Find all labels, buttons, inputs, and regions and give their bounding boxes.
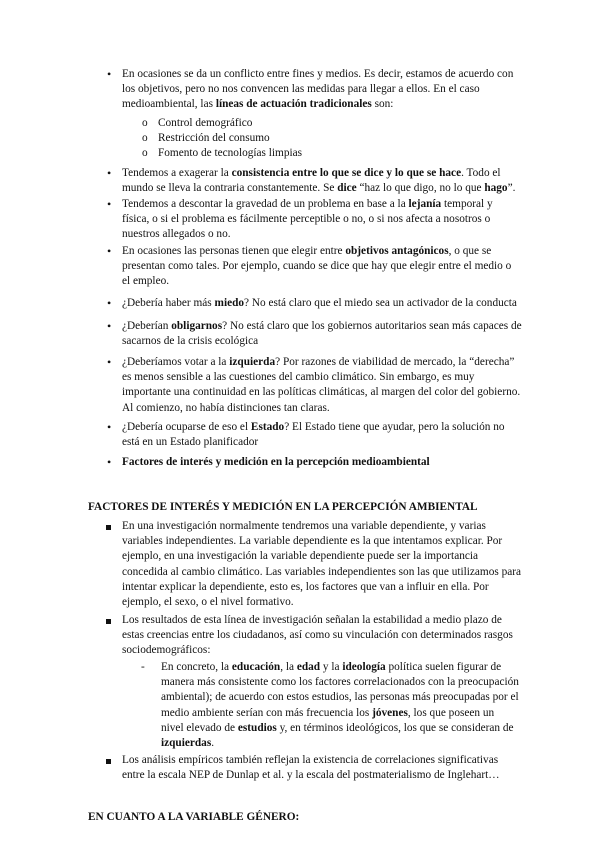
bullet-marker: • xyxy=(107,355,112,369)
paragraph-lejania: Tendemos a descontar la gravedad de un problema en base a la lejanía temporal y física, o si el problema es fácilmente perceptible o no, o si nos afecta a nosotros o nuestros allegados o no. xyxy=(122,198,493,241)
bullet-marker: • xyxy=(107,319,112,333)
section-heading-genero: EN CUANTO A LA VARIABLE GÉNERO: xyxy=(88,811,300,823)
sublist-item-1: Control demográfico xyxy=(158,117,253,129)
paragraph-resultados: Los resultados de esta línea de investigación señalan la estabilidad a medio plazo de estas creencias entre los ciudadanos, así como su vinculación con determinados rasgos sociodemográficos: xyxy=(122,614,513,657)
paragraph-fines-medios: En ocasiones se da un conflicto entre fines y medios. Es decir, estamos de acuerdo con los objetivos, pero no nos convencen las medidas para llegar a ellos. En el caso medioambiental, las líneas de actuación tradicionales son: xyxy=(122,68,514,111)
square-bullet xyxy=(106,525,111,530)
bullet-marker: • xyxy=(107,244,112,258)
dash-marker: - xyxy=(141,661,145,673)
sublist-item-3: Fomento de tecnologías limpias xyxy=(158,147,303,159)
sublist-item-2: Restricción del consumo xyxy=(158,132,270,144)
bullet-marker: • xyxy=(107,420,112,434)
bullet-marker: • xyxy=(107,296,112,310)
paragraph-antagonicos: En ocasiones las personas tienen que elegir entre objetivos antagónicos, o que se presentan como tales. Por ejemplo, cuando se dice que hay que elegir entre el medio o el empleo. xyxy=(122,245,512,288)
bullet-marker: • xyxy=(107,166,112,180)
square-bullet xyxy=(106,759,111,764)
section-heading: FACTORES DE INTERÉS Y MEDICIÓN EN LA PERCEPCIÓN AMBIENTAL xyxy=(88,501,478,513)
sub-marker: o xyxy=(142,132,148,144)
bullet-marker: • xyxy=(107,197,112,211)
sub-marker: o xyxy=(142,117,148,129)
paragraph-educacion-edad: En concreto, la educación, la edad y la ideología política suelen figurar de manera más consistente como los factores correlacionados con la preocupación ambiental); de acuerdo con estos estudios, las personas más preocupadas por el medio ambiente serían con más frecuencia los jóvenes, los que poseen un nivel elevado de estudios y, en términos ideológicos, los que se consideran de izquierdas. xyxy=(161,661,519,750)
square-bullet xyxy=(106,619,111,624)
bullet-marker: • xyxy=(107,67,112,81)
paragraph-variables: En una investigación normalmente tendremos una variable dependiente, y varias variables independientes. La variable dependiente es la que intentamos explicar. Por ejemplo, en una investigación la variable dependiente puede ser la importancia concedida al cambio climático. Las variables independientes son las que utilizamos para intentar explicar la dependiente, esto es, los factores que van a influir en ella. Por ejemplo, el sexo, o el nivel formativo. xyxy=(122,520,522,609)
bullet-marker: • xyxy=(107,455,112,469)
paragraph-estado: ¿Debería ocuparse de eso el Estado? El Estado tiene que ayudar, pero la solución no está en un Estado planificador xyxy=(122,421,505,449)
paragraph-izquierda: ¿Deberíamos votar a la izquierda? Por razones de viabilidad de mercado, la “derecha” es menos sensible a las cuestiones del cambio climático. Sin embargo, es muy importante una continuidad en las políticas climáticas, al margen del color del gobierno. Al comienzo, no había distinciones tan claras. xyxy=(122,356,521,414)
paragraph-analisis: Los análisis empíricos también reflejan la existencia de correlaciones significativas entre la escala NEP de Dunlap et al. y la escala del postmaterialismo de Inglehart… xyxy=(122,754,500,782)
paragraph-factores: Factores de interés y medición en la percepción medioambiental xyxy=(122,456,430,468)
paragraph-miedo: ¿Debería haber más miedo? No está claro que el miedo sea un activador de la conducta xyxy=(122,297,517,309)
sub-marker: o xyxy=(142,147,148,159)
paragraph-obligarnos: ¿Deberían obligarnos? No está claro que los gobiernos autoritarios sean más capaces de sacarnos de la crisis ecológica xyxy=(122,320,522,348)
paragraph-consistencia: Tendemos a exagerar la consistencia entre lo que se dice y lo que se hace. Todo el mundo se lleva la contraria constantemente. Se dice “haz lo que digo, no lo que hago”. xyxy=(122,167,516,195)
